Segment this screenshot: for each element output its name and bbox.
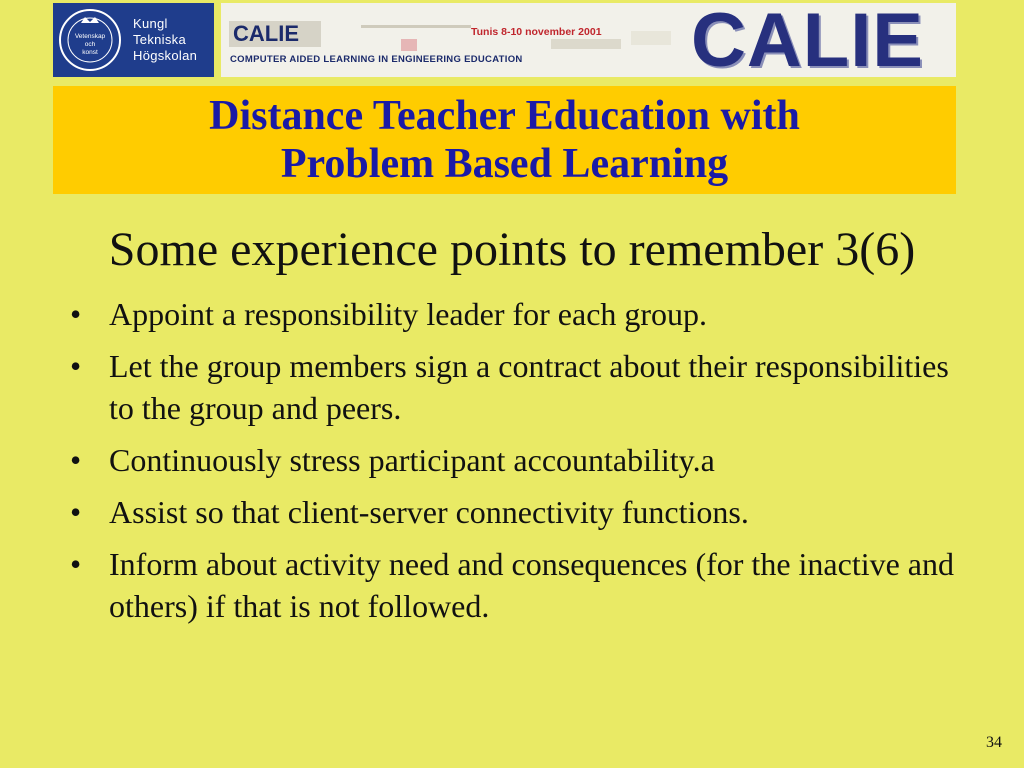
calie-short-title: CALIE bbox=[229, 21, 321, 47]
seal-text-2: och bbox=[84, 41, 96, 48]
banner-date: Tunis 8-10 november 2001 bbox=[471, 26, 602, 38]
bullet-item bbox=[70, 543, 970, 627]
kth-seal-icon bbox=[57, 7, 123, 73]
banner-decoration bbox=[551, 39, 621, 49]
bullet-item bbox=[70, 491, 970, 533]
bullet-text: Continuously stress participant accountability.a bbox=[109, 442, 715, 478]
title-line-1: Distance Teacher Education with bbox=[209, 93, 800, 139]
calie-banner bbox=[221, 3, 956, 77]
bullet-dot: • bbox=[70, 296, 82, 332]
bullet-text: Assist so that client-server connectivity functions. bbox=[109, 494, 749, 530]
page-number: 34 bbox=[986, 734, 1002, 751]
bullet-item bbox=[70, 345, 970, 429]
kth-logo bbox=[53, 3, 214, 77]
bullet-item bbox=[70, 439, 970, 481]
banner-subtitle: COMPUTER AIDED LEARNING IN ENGINEERING EDUCATION bbox=[230, 54, 523, 65]
title-line-2: Problem Based Learning bbox=[280, 141, 729, 187]
seal-text-3: konst bbox=[82, 49, 98, 56]
bullet-text: Let the group members sign a contract about their responsibilities to the group and peers. bbox=[109, 348, 949, 426]
banner-decoration bbox=[631, 31, 671, 45]
bullet-dot: • bbox=[70, 546, 82, 582]
title-box bbox=[53, 86, 956, 194]
seal-text-1: Vetenskap bbox=[74, 33, 106, 40]
kth-line-3: Högskolan bbox=[133, 48, 198, 63]
calie-big-title: CALIE bbox=[691, 3, 924, 77]
bullet-text: Appoint a responsibility leader for each group. bbox=[109, 296, 708, 332]
bullet-text: Inform about activity need and consequences (for the inactive and others) if that is not followed. bbox=[109, 546, 954, 624]
bullet-dot: • bbox=[70, 494, 82, 530]
bullet-dot: • bbox=[70, 442, 82, 478]
banner-decoration bbox=[401, 39, 417, 51]
slide-subtitle: Some experience points to remember 3(6) bbox=[108, 223, 916, 276]
bullet-list bbox=[70, 293, 970, 637]
bullet-dot: • bbox=[70, 348, 82, 384]
bullet-item bbox=[70, 293, 970, 335]
kth-wordmark bbox=[133, 16, 197, 64]
kth-line-1: Kungl bbox=[133, 16, 168, 31]
banner-decoration bbox=[361, 25, 471, 28]
kth-line-2: Tekniska bbox=[133, 32, 186, 47]
slide-title bbox=[209, 92, 800, 188]
